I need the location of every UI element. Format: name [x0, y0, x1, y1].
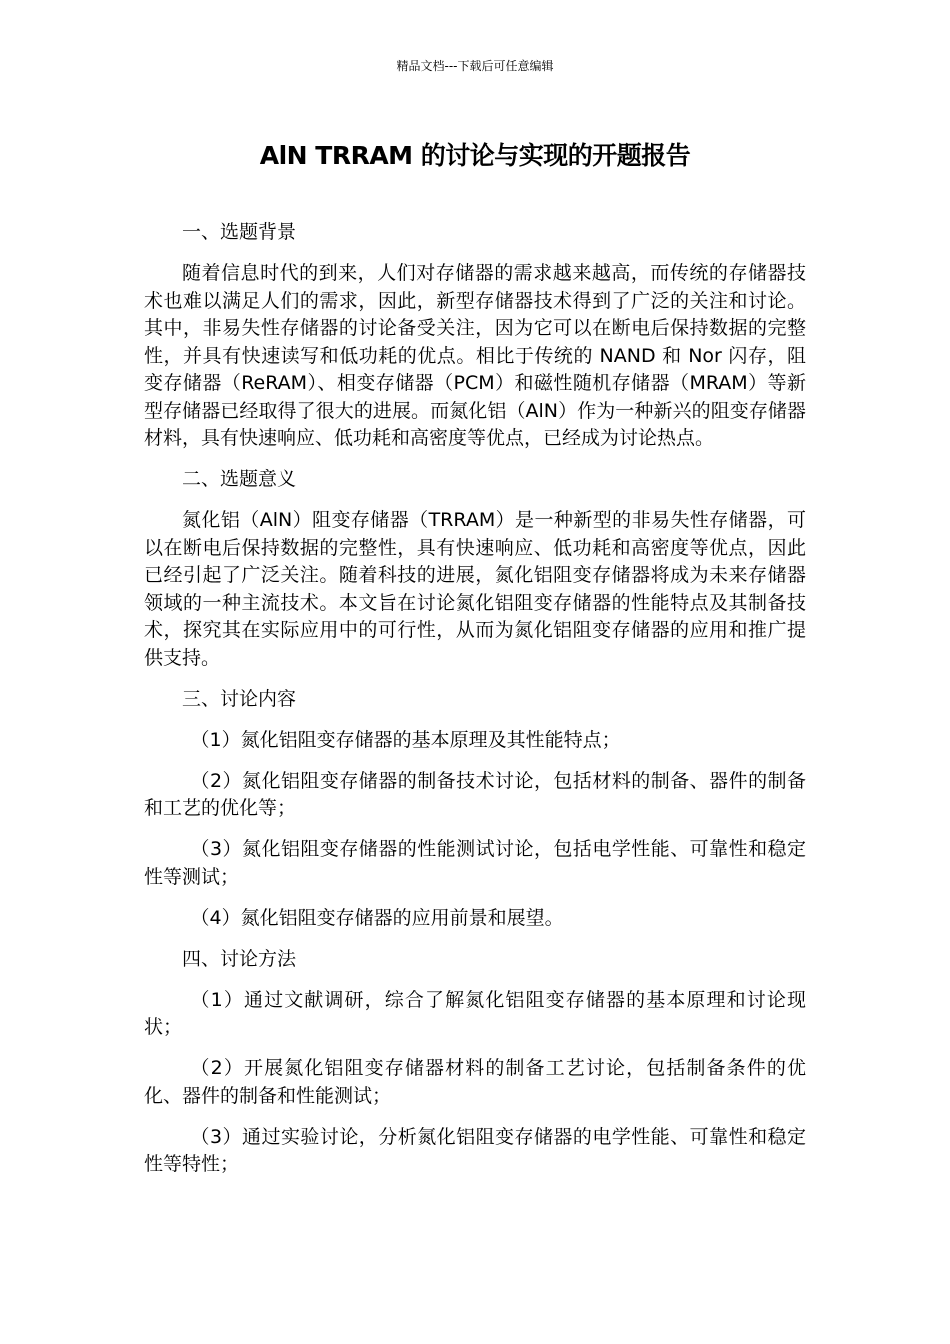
section-heading-methods: 四、讨论方法 — [182, 947, 297, 970]
list-item-methods-3: （3）通过实验讨论，分析氮化铝阻变存储器的电学性能、可靠性和稳定性等特性； — [144, 1125, 806, 1175]
page-header: 精品文档---下载后可任意编辑 — [396, 59, 554, 73]
section-heading-significance: 二、选题意义 — [182, 468, 297, 490]
list-item-content-2: （2）氮化铝阻变存储器的制备技术讨论，包括材料的制备、器件的制备和工艺的优化等； — [144, 769, 806, 819]
section-heading-content: 三、讨论内容 — [182, 687, 297, 710]
list-item-content-1: （1）氮化铝阻变存储器的基本原理及其性能特点； — [190, 728, 621, 751]
list-item-methods-1: （1）通过文献调研，综合了解氮化铝阻变存储器的基本原理和讨论现状； — [144, 988, 806, 1038]
list-item-methods-2: （2）开展氮化铝阻变存储器材料的制备工艺讨论，包括制备条件的优化、器件的制备和性能测试； — [144, 1057, 806, 1107]
list-item-content-4: （4）氮化铝阻变存储器的应用前景和展望。 — [190, 906, 564, 929]
document-body — [144, 219, 806, 1192]
list-item-content-3: （3）氮化铝阻变存储器的性能测试讨论，包括电学性能、可靠性和稳定性等测试； — [144, 838, 806, 888]
paragraph-background: 随着信息时代的到来，人们对存储器的需求越来越高，而传统的存储器技术也难以满足人们的需求，因此，新型存储器技术得到了广泛的关注和讨论。其中，非易失性存储器的讨论备受关注，因为它可以在断电后保持数据的完整性，并具有快速读写和低功耗的优点。相比于传统的 NAND 和 Nor 闪存，阻变存储器（ReRAM）、相变存储器（PCM）和磁性随机存储器（MRAM）等新型存储器已经取得了很大的进展。而氮化铝（AlN）作为一种新兴的阻变存储器材料，具有快速响应、低功耗和高密度等优点，已经成为讨论热点。 — [144, 262, 806, 449]
section-heading-background: 一、选题背景 — [182, 221, 297, 243]
document-title: AlN TRRAM 的讨论与实现的开题报告 — [259, 141, 691, 170]
paragraph-significance: 氮化铝（AlN）阻变存储器（TRRAM）是一种新型的非易失性存储器，可以在断电后保持数据的完整性，具有快速响应、低功耗和高密度等优点，因此已经引起了广泛关注。随着科技的进展，氮化铝阻变存储器将成为未来存储器领域的一种主流技术。本文旨在讨论氮化铝阻变存储器的性能特点及其制备技术，探究其在实际应用中的可行性，从而为氮化铝阻变存储器的应用和推广提供支持。 — [144, 509, 806, 669]
